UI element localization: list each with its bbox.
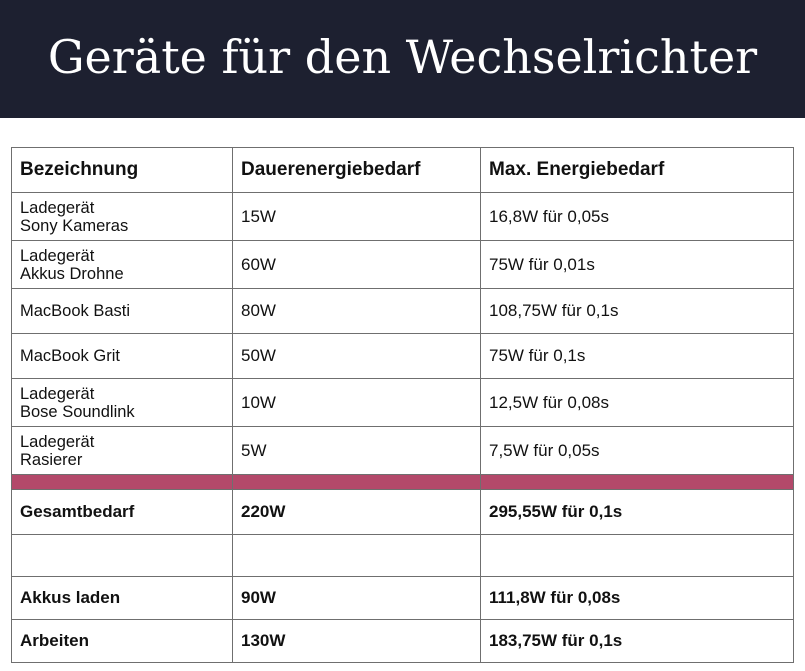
device-continuous: 50W xyxy=(233,334,481,379)
column-header-max: Max. Energiebedarf xyxy=(481,148,794,193)
empty-cell xyxy=(233,535,481,577)
table-row xyxy=(12,241,794,289)
empty-cell xyxy=(12,535,233,577)
device-name xyxy=(12,427,233,475)
scenario-max: 111,8W für 0,08s xyxy=(481,577,794,620)
table-row xyxy=(12,334,794,379)
devices-table xyxy=(11,147,794,663)
device-name-line1: Ladegerät xyxy=(20,432,95,451)
device-continuous: 15W xyxy=(233,193,481,241)
device-max: 12,5W für 0,08s xyxy=(481,379,794,427)
scenario-row xyxy=(12,577,794,620)
device-max: 7,5W für 0,05s xyxy=(481,427,794,475)
empty-cell xyxy=(481,535,794,577)
separator-cell xyxy=(233,475,481,490)
device-continuous: 60W xyxy=(233,241,481,289)
total-row xyxy=(12,490,794,535)
table-header-row xyxy=(12,148,794,193)
total-continuous: 220W xyxy=(233,490,481,535)
device-name: MacBook Basti xyxy=(12,289,233,334)
device-name-line1: Ladegerät xyxy=(20,198,95,217)
column-header-continuous: Dauerenergiebedarf xyxy=(233,148,481,193)
table-row xyxy=(12,427,794,475)
device-name-line2: Akkus Drohne xyxy=(20,264,124,283)
device-continuous: 10W xyxy=(233,379,481,427)
device-max: 16,8W für 0,05s xyxy=(481,193,794,241)
total-label: Gesamtbedarf xyxy=(12,490,233,535)
device-name xyxy=(12,241,233,289)
scenario-continuous: 130W xyxy=(233,620,481,663)
scenario-max: 183,75W für 0,1s xyxy=(481,620,794,663)
device-max: 108,75W für 0,1s xyxy=(481,289,794,334)
scenario-label: Akkus laden xyxy=(12,577,233,620)
table-row xyxy=(12,379,794,427)
device-name: MacBook Grit xyxy=(12,334,233,379)
scenario-label: Arbeiten xyxy=(12,620,233,663)
device-continuous: 5W xyxy=(233,427,481,475)
device-name-line1: Ladegerät xyxy=(20,384,95,403)
separator-cell xyxy=(12,475,233,490)
device-name xyxy=(12,379,233,427)
total-max: 295,55W für 0,1s xyxy=(481,490,794,535)
separator-cell xyxy=(481,475,794,490)
separator-row xyxy=(12,475,794,490)
table-row xyxy=(12,289,794,334)
device-name-line2: Rasierer xyxy=(20,450,83,469)
title-banner xyxy=(0,0,805,118)
scenario-row xyxy=(12,620,794,663)
empty-row xyxy=(12,535,794,577)
page-title: Geräte für den Wechselrichter xyxy=(47,30,758,84)
device-name-line2: Sony Kameras xyxy=(20,216,129,235)
device-name xyxy=(12,193,233,241)
scenario-continuous: 90W xyxy=(233,577,481,620)
device-max: 75W für 0,1s xyxy=(481,334,794,379)
device-name-line1: Ladegerät xyxy=(20,246,95,265)
column-header-name: Bezeichnung xyxy=(12,148,233,193)
device-max: 75W für 0,01s xyxy=(481,241,794,289)
table-row xyxy=(12,193,794,241)
device-continuous: 80W xyxy=(233,289,481,334)
device-name-line2: Bose Soundlink xyxy=(20,402,135,421)
